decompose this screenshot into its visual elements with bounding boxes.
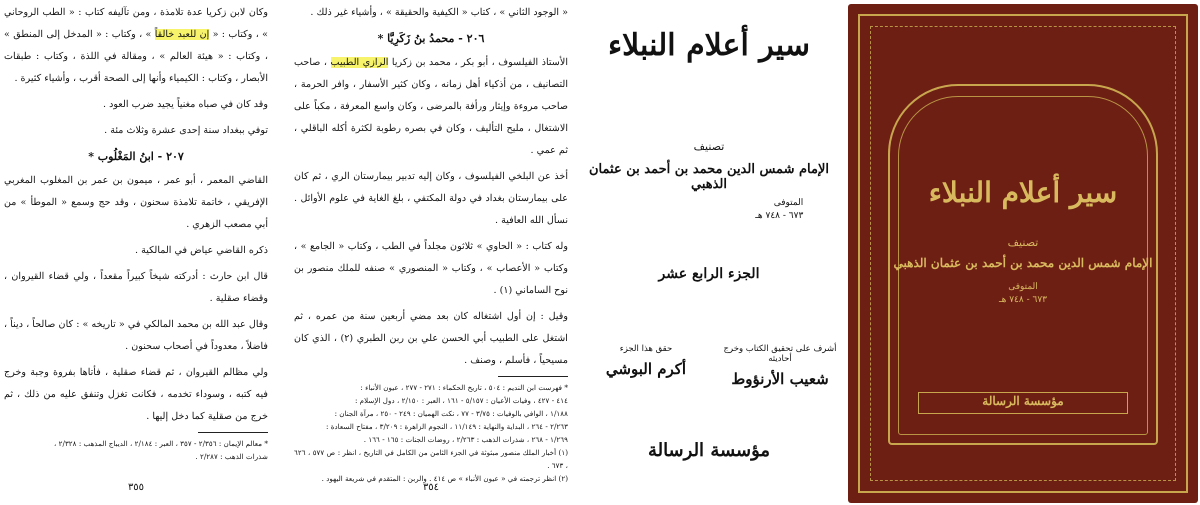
footnote-line: ٢/٢٦٣ - ٢٦٤ ، البداية والنهاية : ١١/١٤٩ ، النجوم الزاهرة : ٣/٢٠٩ ، مفتاح السعادة : xyxy=(326,422,568,431)
line: وقال عبد الله بن محمد المالكي في « تاريخه » : كان صالحاً ، ديناً ، xyxy=(4,319,268,330)
line: وصنف . xyxy=(464,355,496,366)
page-354-top xyxy=(294,2,568,24)
cover-author-label: تصنيف xyxy=(1007,236,1039,249)
page-354 xyxy=(290,0,572,505)
line: مروءة وإيثار ورأفة بالمرضى ، وكان واسع المعرفة ، مكباً على الاشتغال ، مليح xyxy=(294,101,568,134)
line: وقد كان في صباه مغنياً يجيد ضرب العود . xyxy=(102,99,268,110)
line: الكيمياء وأنها إلى الصحة أقرب ، وأشياء كثيرة . xyxy=(14,73,199,84)
footnote-line: * معالم الإيمان : ٢/٣٥٦ - ٣٥٧ ، العبر : ٢/١٨٤ ، الديباج المذهب : ٢/٣٢٨ ، xyxy=(54,439,268,448)
highlighted-title: إن للعبد خالقاً xyxy=(154,29,210,40)
line: وكتاب « الأعصاب » ، وكتاب « المنصوري » صنفه للملك منصور بن نوح xyxy=(294,263,568,296)
line: قال ابن حارث : أدركته شيخاً كبيراً مقعداً ، ولي قضاء القيروان ، وقضاء xyxy=(4,271,268,304)
supervisor-name: شعيب الأرنؤوط xyxy=(731,370,829,388)
line: ولي مظالم القيروان ، ثم قضاء صقلية ، فأتاها بفروة وجبة وخرج فيه xyxy=(4,367,268,400)
line: العافية . xyxy=(494,215,527,226)
footnote-line: ١/٢٦٩ - ٢٦٨ ، شذرات الذهب : ٢/٢٦٣ ، روضات الجنات : ١٦٥ - ١٦٦ . xyxy=(363,435,568,444)
line: أخذ عن البلخي الفيلسوف ، وكان إليه تدبير بيمارستان الري ، ثم كان xyxy=(294,171,568,182)
page-355-body: وكان لابن زكريا عدة تلامذة ، ومن تآليفه كتاب : « الطب الروحاني » ، وكتاب : « إن للعبد خالقاً » ، وكتاب : « المدخل إلى المنطق » ، وكتاب : « هيئة العالم » ، ومقالة في اللذة ، وكتاب : طبقات الأبصار ، وكتاب : الكيمياء وأنها إلى الصحة أقرب ، وأشياء كثيرة . وقد كان في صباه مغنياً يجيد ضرب العود . توفي ببغداد سنة إحدى عشرة وثلاث مئة . xyxy=(4,2,268,142)
highlighted-name: الرازي الطبيب xyxy=(330,57,389,68)
author-label: تصنيف xyxy=(693,140,725,153)
page-number: ٣٥٥ xyxy=(127,482,145,493)
page-355-body-2 xyxy=(4,170,268,428)
footnote-line: شذرات الذهب : ٢/٢٨٧ . xyxy=(195,452,268,461)
line: « الوجود الثاني » ، كتاب « الكيفية والحقيقة » ، وأشياء غير ذلك . xyxy=(310,7,568,18)
supervisor-label: أشرف على تحقيق الكتاب وخرج أحاديثه xyxy=(723,344,837,364)
page-number: ٣٥٤ xyxy=(422,482,440,493)
line: كما دخل إليها . xyxy=(146,411,205,422)
line: الإفريقي ، خاتمة تلامذة سحنون ، وقد حج وسمع « الموطأ » من أبي مصعب xyxy=(4,197,268,230)
page-355 xyxy=(0,0,272,505)
editor-credit xyxy=(586,344,706,378)
footnote-separator xyxy=(498,376,568,377)
line: « هيئة العالم » ، ومقالة في اللذة ، وكتاب : طبقات الأبصار ، وكتاب : xyxy=(4,51,268,84)
book-cover xyxy=(848,4,1198,503)
footnote-line: * فهرست ابن النديم : ٥٠٤ ، تاريخ الحكماء : ٢٧١ - ٢٧٧ ، عيون الأنباء : xyxy=(360,383,568,392)
line: وله كتاب : « الحاوي » ثلاثون مجلداً في الطب ، وكتاب « الجامع » ، xyxy=(294,241,568,252)
page-354-footnotes xyxy=(294,381,568,485)
volume-label: الجزء الرابع عشر xyxy=(658,266,760,282)
line: القاضي المعمر ، أبو عمر ، ميمون بن عمر بن المغلوب المغربي xyxy=(4,175,268,186)
line: التأليف ، وكان في بصره رطوبة لكثرة أكله الباقلي ، ثم عمي . xyxy=(294,123,568,156)
cover-died-year: ٦٧٣ - ٧٤٨ هـ xyxy=(998,295,1048,305)
supervisor-credit xyxy=(720,344,840,388)
book-title: سير أعلام النبلاء xyxy=(608,28,810,63)
title-page xyxy=(578,0,840,505)
footnote-line: (١) أخبار الملك منصور مبثوثة في الجزء الثامن من الكامل في التاريخ ، انظر : ص ٥٧٧ ، ٦٢٦ ، ٦٧٣ . xyxy=(294,448,568,470)
line: ذكره القاضي عياض في المالكية . xyxy=(134,245,268,256)
line: صقلية . xyxy=(209,293,240,304)
author-name: الإمام شمس الدين محمد بن أحمد بن عثمان الذهبي xyxy=(589,162,829,192)
cover-publisher: مؤسسة الرسالة xyxy=(982,394,1064,408)
line: الزهري . xyxy=(186,219,222,230)
footnote-line: (٢) انظر ترجمته في « عيون الأنباء » ص ٤١٤ . والربن : المتقدم في شريعة اليهود . xyxy=(321,474,568,483)
biography-heading-206: ٢٠٦ - محمدُ بنُ زَكَرِيَّا * xyxy=(377,32,485,45)
line: توفي ببغداد سنة إحدى عشرة وثلاث مئة . xyxy=(104,125,268,136)
died-year: ٦٧٣ - ٧٤٨ هـ xyxy=(755,211,804,221)
page-gutter xyxy=(278,0,284,505)
died-label: المتوفى xyxy=(773,198,804,208)
footnote-line: ١/١٨٨ ، الوافي بالوفيات : ٣/٧٥ - ٧٧ ، نكت الهميان : ٢٤٩ - ٢٥٠ ، مرآة الجنان : xyxy=(334,409,568,418)
cover-died-label: المتوفى xyxy=(1008,282,1038,292)
line: على بيمارستان بغداد في دولة المكتفي ، بلغ الغاية في علوم الأوائل . نسأل الله xyxy=(294,193,568,226)
line: على الطبيب أبي الحسن علي بن ربن الطبري (٢) ، الذي كان مسيحياً ، فأسلم ، xyxy=(294,333,568,366)
line: وقيل : إن أول اشتغاله كان بعد مضي أربعين سنة من عمره ، ثم اشتغل xyxy=(294,311,568,344)
page-355-footnotes xyxy=(4,437,268,463)
cover-author: الإمام شمس الدين محمد بن أحمد بن عثمان الذهبي xyxy=(893,256,1153,270)
line: كتبه ، وسوداء تخدمه ، فكانت تغزل وتنفق عليه من ذلك ، ثم خرج من صقلية xyxy=(4,389,268,422)
footnote-line: ٤١٤ - ٤٢٧ ، وفيات الأعيان : ٥/١٥٧ - ١٦١ ، العبر : ٢/١٥٠ ، دول الإسلام : xyxy=(354,396,568,405)
biography-heading-207: ٢٠٧ - ابنُ المَغْلُوب * xyxy=(88,150,184,163)
line: الساماني (١) . xyxy=(493,285,552,296)
publisher-logo: مؤسسة الرسالة xyxy=(647,440,771,461)
line: وكان لابن زكريا عدة تلامذة ، ومن تآليفه كتاب : « الطب الروحاني » ، xyxy=(4,7,269,40)
cover-title: سير أعلام النبلاء xyxy=(928,176,1118,209)
line: التصانيف ، من أذكياء أهل زمانه ، وكان كثير الأسفار ، وافر الحرمة ، صاحب xyxy=(294,79,568,112)
line: فاضلاً ، معدوداً في أصحاب سحنون . xyxy=(125,341,268,352)
editor-name: أكرم البوشي xyxy=(605,360,687,378)
editor-label: حقق هذا الجزء xyxy=(619,344,673,354)
page-354-body: الأستاذ الفيلسوف ، أبو بكر ، محمد بن زكريا الرازي الطبيب ، صاحب التصانيف ، من أذكياء أهل زمانه ، وكان كثير الأسفار ، وافر الحرمة ، صاحب مروءة وإيثار ورأفة بالمرضى ، وكان واسع المعرفة ، مكباً على الاشتغال ، مليح التأليف ، وكان في بصره رطوبة لكثرة أكله الباقلي ، ثم عمي . أخذ عن البلخي الفيلسوف ، وكان إليه تدبير بيمارستان الري ، ثم كان على بيمارستان بغداد في دولة المكتفي ، بلغ الغاية في علوم الأوائل . نسأل الله العافية . وله كتاب : « الحاوي » ثلاثون مجلداً في الطب ، وكتاب « الجامع » ، وكتاب « الأعصاب » ، وكتاب « المنصوري » صنفه للملك منصور بن نوح الساماني (١) . وقيل : إن أول اشتغاله كان بعد مضي أربعين سنة من عمره ، ثم اشتغل على الطبيب أبي الحسن علي بن ربن الطبري (٢) ، الذي كان مسيحياً ، فأسلم ، وصنف . xyxy=(294,57,568,366)
footnote-separator xyxy=(198,432,268,433)
